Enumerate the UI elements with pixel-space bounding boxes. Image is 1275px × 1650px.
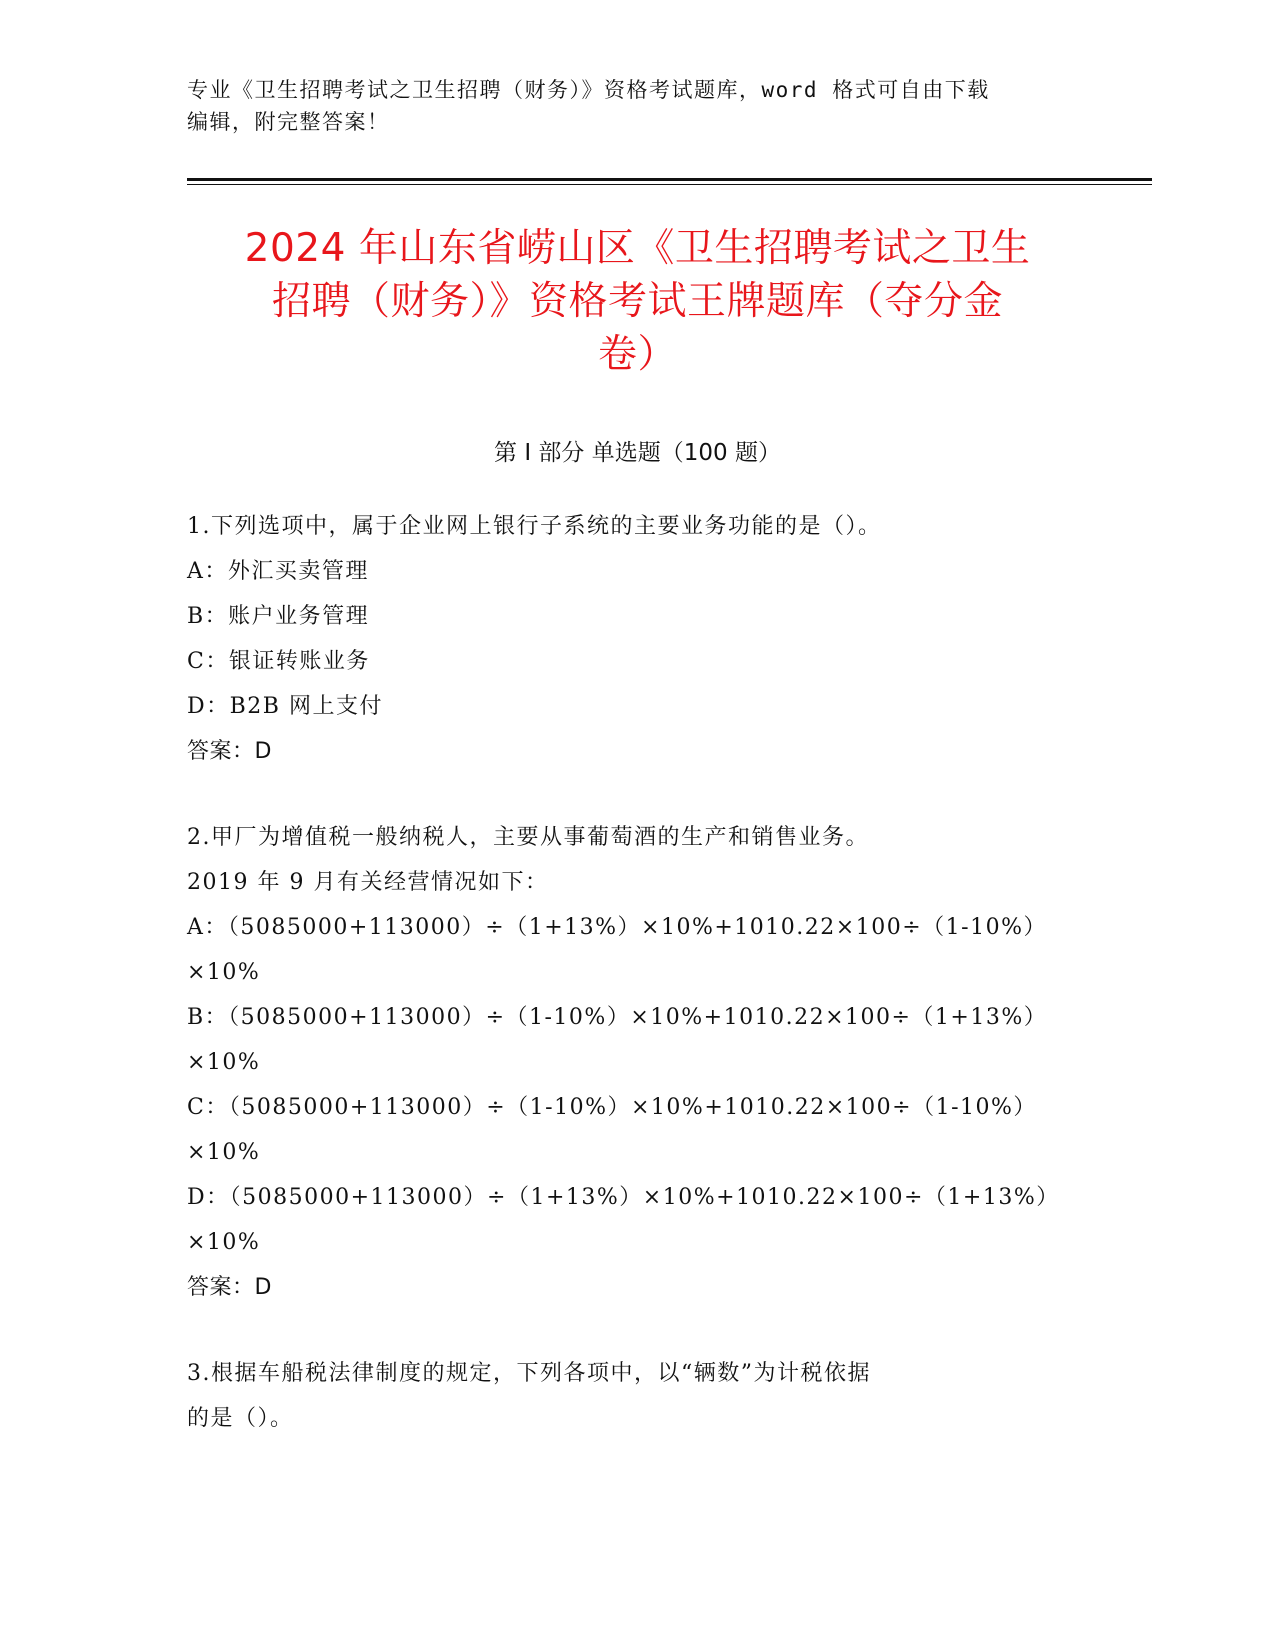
question-1 bbox=[187, 504, 1067, 774]
question-2-option-d-line-1: D：（5085000+113000）÷（1+13%）×10%+1010.22×100÷（1+13%） bbox=[187, 1185, 1060, 1210]
question-3-stem-line-2: 的是（）。 bbox=[187, 1406, 294, 1431]
document-title-line-1: 2024 年山东省崂山区《卫生招聘考试之卫生 bbox=[244, 226, 1031, 271]
question-1-answer: 答案：D bbox=[187, 739, 272, 764]
question-2-option-d-line-2: ×10% bbox=[187, 1230, 261, 1255]
document-title-line-3: 卷） bbox=[597, 332, 677, 377]
question-1-option-b: B：账户业务管理 bbox=[187, 604, 370, 629]
header-divider-thick bbox=[187, 178, 1152, 181]
question-2-stem-line-2: 2019 年 9 月有关经营情况如下： bbox=[187, 870, 549, 895]
section-title: 第 I 部分 单选题（100 题） bbox=[494, 440, 781, 466]
header-divider-thin bbox=[187, 184, 1152, 185]
question-2-answer: 答案：D bbox=[187, 1275, 272, 1300]
question-2-option-a-line-1: A：（5085000+113000）÷（1+13%）×10%+1010.22×100÷（1-10%） bbox=[187, 915, 1047, 940]
question-2-option-c-line-1: C：（5085000+113000）÷（1-10%）×10%+1010.22×100÷（1-10%） bbox=[187, 1095, 1037, 1120]
question-3 bbox=[187, 1351, 1067, 1441]
document-title-line-2: 招聘（财务）》资格考试王牌题库（夺分金 bbox=[271, 279, 1003, 324]
question-2-option-b-line-1: B：（5085000+113000）÷（1-10%）×10%+1010.22×100÷（1+13%） bbox=[187, 1005, 1048, 1030]
header-note bbox=[187, 74, 1067, 138]
document-title bbox=[180, 222, 1095, 381]
header-note-line-1: 专业《卫生招聘考试之卫生招聘（财务）》资格考试题库，word 格式可自由下载 bbox=[187, 78, 990, 102]
question-1-option-a: A：外汇买卖管理 bbox=[187, 559, 369, 584]
question-1-option-c: C：银证转账业务 bbox=[187, 649, 370, 674]
question-1-option-d: D：B2B 网上支付 bbox=[187, 694, 383, 719]
question-1-stem: 1.下列选项中，属于企业网上银行子系统的主要业务功能的是（）。 bbox=[187, 514, 882, 539]
question-2-option-b-line-2: ×10% bbox=[187, 1050, 261, 1075]
question-2-option-a-line-2: ×10% bbox=[187, 960, 261, 985]
question-3-stem-line-1: 3.根据车船税法律制度的规定，下列各项中，以“辆数”为计税依据 bbox=[187, 1361, 871, 1386]
question-2 bbox=[187, 815, 1067, 1310]
header-note-line-2: 编辑，附完整答案！ bbox=[187, 110, 390, 134]
question-2-option-c-line-2: ×10% bbox=[187, 1140, 261, 1165]
question-2-stem-line-1: 2.甲厂为增值税一般纳税人，主要从事葡萄酒的生产和销售业务。 bbox=[187, 825, 869, 850]
